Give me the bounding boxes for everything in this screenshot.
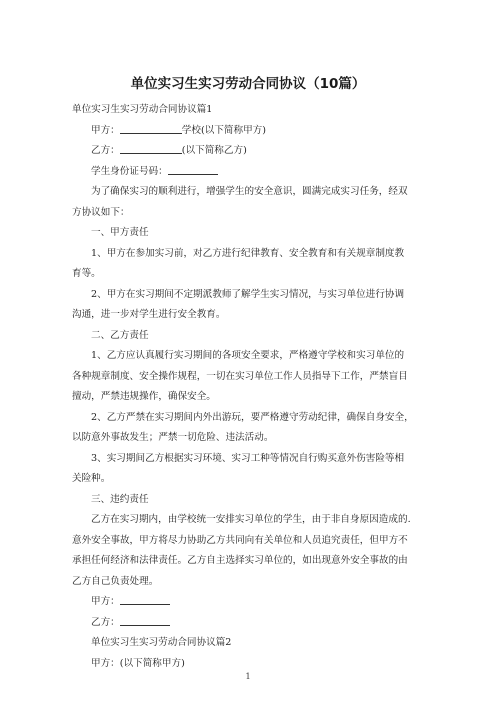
paragraph-line: 2、甲方在实习期间不定期派教师了解学生实习情况，与实习单位进行协调 — [91, 288, 405, 300]
party-b-label: 乙方： — [91, 145, 120, 156]
student-id-blank — [168, 164, 218, 175]
party-b-blank — [120, 143, 182, 154]
signature-a-label: 甲方： — [91, 596, 120, 607]
paragraph-line: 3、实习期间乙方根据实习环境、实习工种等情况自行购买意外伤害险等相 — [91, 452, 405, 464]
paragraph-line: 育等。 — [72, 268, 101, 279]
signature-a-line — [72, 592, 424, 613]
signature-a-blank — [120, 594, 170, 605]
paragraph-line: 意外安全事故，甲方将尽力协助乙方共同向有关单位和人员追究责任，但甲方不 — [72, 534, 408, 546]
party-a-label: 甲方： — [91, 124, 120, 136]
party-b-line — [72, 141, 424, 162]
paragraph-line: 1、甲方在参加实习前，对乙方进行纪律教育、安全教育和有关规章制度教 — [91, 247, 405, 259]
paragraph-line: 2、乙方严禁在实习期间内外出游玩，要严格遵守劳动纪律，确保自身安全， — [91, 411, 414, 423]
paragraph-line: 1、乙方应认真履行实习期间的各项安全要求，严格遵守学校和实习单位的 — [91, 350, 405, 361]
paragraph-line: 关险种。 — [72, 473, 111, 484]
section-heading: 单位实习生实习劳动合同协议篇1 — [72, 104, 213, 115]
section-title: 二、乙方责任 — [91, 329, 149, 341]
paragraph-line: 乙方自己负责处理。 — [72, 575, 159, 587]
party-a-suffix: 学校(以下简称甲方) — [181, 124, 267, 136]
signature-b-blank — [120, 615, 170, 626]
paragraph-line: 承担任何经济和法律责任。乙方自主选择实习单位的，如出现意外安全事故的由 — [72, 555, 408, 566]
page-number: 1 — [245, 672, 251, 681]
document-body — [72, 100, 424, 674]
section-title: 三、违约责任 — [91, 493, 149, 505]
section-heading: 单位实习生实习劳动合同协议篇2 — [91, 637, 232, 648]
paragraph-line: 沟通，进一步对学生进行安全教育。 — [72, 309, 226, 320]
student-id-label: 学生身份证号码： — [91, 165, 168, 177]
paragraph-line: 为了确保实习的顺利进行，增强学生的安全意识，圆满完成实习任务，经双 — [91, 186, 408, 197]
paragraph-line: 各种规章制度、安全操作规程，一切在实习单位工作人员指导下工作，严禁盲目 — [72, 370, 408, 382]
paragraph-line: 方协议如下： — [72, 206, 130, 218]
signature-b-label: 乙方： — [91, 616, 120, 628]
party-a-blank — [120, 123, 182, 134]
paragraph-line: 甲方：(以下简称甲方) — [91, 657, 185, 669]
party-a-line — [72, 121, 424, 142]
paragraph-line: 乙方在实习期内，由学校统一安排实习单位的学生，由于非自身原因造成的. — [91, 514, 411, 525]
student-id-line — [72, 162, 424, 183]
section-title: 一、甲方责任 — [91, 227, 149, 238]
paragraph-line: 以防意外事故发生；严禁一切危险、违法活动。 — [72, 432, 274, 443]
signature-b-line — [72, 613, 424, 634]
document-title: 单位实习生实习劳动合同协议（10篇） — [130, 76, 366, 92]
paragraph-line: 擅动，严禁违规操作，确保安全。 — [72, 391, 216, 402]
party-b-suffix: (以下简称乙方) — [181, 145, 247, 156]
